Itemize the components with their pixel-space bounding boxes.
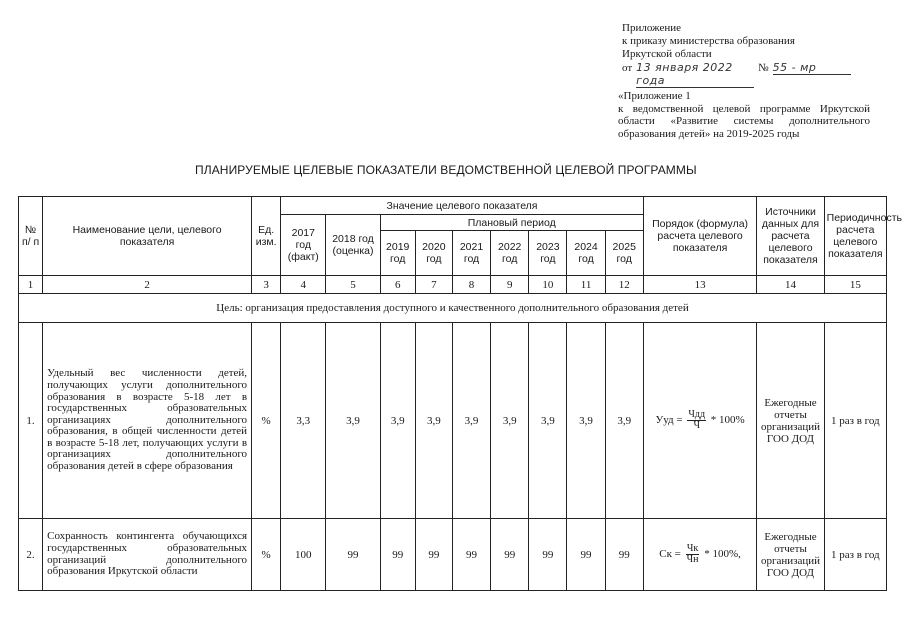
column-number: 8 <box>452 276 490 294</box>
formula-denominator: Чн <box>686 554 699 565</box>
plan-2024: 3,9 <box>567 323 605 519</box>
value-2017: 3,3 <box>281 323 326 519</box>
formula-rhs: * 100%, <box>704 548 741 561</box>
plan-2023: 99 <box>529 519 567 591</box>
header-num: № п/ п <box>19 197 43 276</box>
header-plan-period: Плановый период <box>380 215 643 231</box>
column-number-row <box>19 276 887 294</box>
plan-2021: 99 <box>452 519 490 591</box>
header-sources: Источники данных для расчета целевого показателя <box>757 197 824 276</box>
appendix-1-line4: образования детей» на 2019-2025 годы <box>618 127 800 140</box>
from-label: от <box>622 62 633 74</box>
row-num: 2. <box>19 519 43 591</box>
appendix-1-line3: области «Развитие системы дополнительного <box>618 115 870 127</box>
number-label: № <box>758 62 769 74</box>
column-number: 13 <box>643 276 757 294</box>
header-row-1 <box>19 197 887 215</box>
plan-2022: 99 <box>491 519 529 591</box>
plan-2024: 99 <box>567 519 605 591</box>
column-number: 5 <box>326 276 380 294</box>
plan-2019: 99 <box>380 519 415 591</box>
appendix-1-line2: к ведомственной целевой программе Иркутской <box>618 102 870 115</box>
table-row <box>19 323 887 519</box>
formula-rhs: * 100% <box>710 414 745 427</box>
table-row <box>19 519 887 591</box>
plan-2020: 3,9 <box>415 323 452 519</box>
plan-2023: 3,9 <box>529 323 567 519</box>
indicator-name: Сохранность контингента обучающихся государственных образовательных организаций дополнительного образования Иркутской области <box>43 519 252 591</box>
header-year-2022: 2022 год <box>491 231 529 276</box>
formula-lhs: Ууд = <box>655 414 683 427</box>
indicators-table <box>18 196 902 591</box>
unit-cell: % <box>252 323 281 519</box>
plan-2025: 3,9 <box>605 323 643 519</box>
period-cell: 1 раз в год <box>824 519 886 591</box>
plan-2025: 99 <box>605 519 643 591</box>
header-name: Наименование цели, целевого показателя <box>43 197 252 276</box>
header-2018: 2018 год (оценка) <box>326 215 380 276</box>
period-cell: 1 раз в год <box>824 323 886 519</box>
appendix-label: Приложение <box>622 22 682 34</box>
header-value-group: Значение целевого показателя <box>281 197 644 215</box>
page-title: ПЛАНИРУЕМЫЕ ЦЕЛЕВЫЕ ПОКАЗАТЕЛИ ВЕДОМСТВЕННОЙ ЦЕЛЕВОЙ ПРОГРАММЫ <box>195 163 697 177</box>
order-reference <box>622 22 872 88</box>
appendix-1-block <box>618 90 870 140</box>
header-year-2023: 2023 год <box>529 231 567 276</box>
source-cell: Ежегодные отчеты организаций ГОО ДОД <box>757 323 824 519</box>
formula-numerator: Чк <box>686 543 699 554</box>
value-2018: 99 <box>326 519 380 591</box>
header-periodicity: Периодичность расчета целевого показателя <box>824 197 886 276</box>
order-ministry-line: к приказу министерства образования <box>622 35 795 47</box>
header-year-2024: 2024 год <box>567 231 605 276</box>
goal-row <box>19 294 887 323</box>
order-date-number-line <box>622 61 872 88</box>
source-cell: Ежегодные отчеты организаций ГОО ДОД <box>757 519 824 591</box>
column-number: 3 <box>252 276 281 294</box>
value-2017: 100 <box>281 519 326 591</box>
row-num: 1. <box>19 323 43 519</box>
plan-2019: 3,9 <box>380 323 415 519</box>
plan-2022: 3,9 <box>491 323 529 519</box>
formula-lhs: Ск = <box>659 548 681 561</box>
column-number: 11 <box>567 276 605 294</box>
header-year-2019: 2019 год <box>380 231 415 276</box>
header-year-2025: 2025 год <box>605 231 643 276</box>
column-number: 7 <box>415 276 452 294</box>
formula-fraction <box>686 544 700 565</box>
column-number: 6 <box>380 276 415 294</box>
plan-2021: 3,9 <box>452 323 490 519</box>
value-2018: 3,9 <box>326 323 380 519</box>
formula-numerator: Чдд <box>688 409 706 420</box>
appendix-1-label: «Приложение 1 <box>618 90 691 102</box>
handwritten-number: 55 - мр <box>773 61 851 75</box>
column-number: 9 <box>491 276 529 294</box>
header-unit: Ед. изм. <box>252 197 281 276</box>
handwritten-date: 13 января 2022 года <box>636 61 754 88</box>
plan-2020: 99 <box>415 519 452 591</box>
header-2017: 2017 год (факт) <box>281 215 326 276</box>
column-number: 2 <box>43 276 252 294</box>
formula-cell <box>643 519 757 591</box>
formula-fraction <box>687 410 706 431</box>
header-year-2020: 2020 год <box>415 231 452 276</box>
header-year-2021: 2021 год <box>452 231 490 276</box>
order-region-line: Иркутской области <box>622 48 712 60</box>
column-number: 14 <box>757 276 824 294</box>
column-number: 10 <box>529 276 567 294</box>
column-number: 15 <box>824 276 886 294</box>
goal-text: Цель: организация предоставления доступного и качественного дополнительного образования детей <box>19 294 887 323</box>
column-number: 12 <box>605 276 643 294</box>
unit-cell: % <box>252 519 281 591</box>
header-formula: Порядок (формула) расчета целевого показателя <box>643 197 757 276</box>
formula-cell <box>643 323 757 519</box>
column-number: 1 <box>19 276 43 294</box>
formula-denominator: Ч <box>693 420 700 431</box>
column-number: 4 <box>281 276 326 294</box>
indicator-name: Удельный вес численности детей, получающих услуги дополнительного образования в возрасте 5-18 лет в государственных образовательных организациях дополнительного образования, в общей численности детей в возрасте 5-18 лет, получающих услуги в организациях дополнительного образования детей в сфере образования <box>43 323 252 519</box>
